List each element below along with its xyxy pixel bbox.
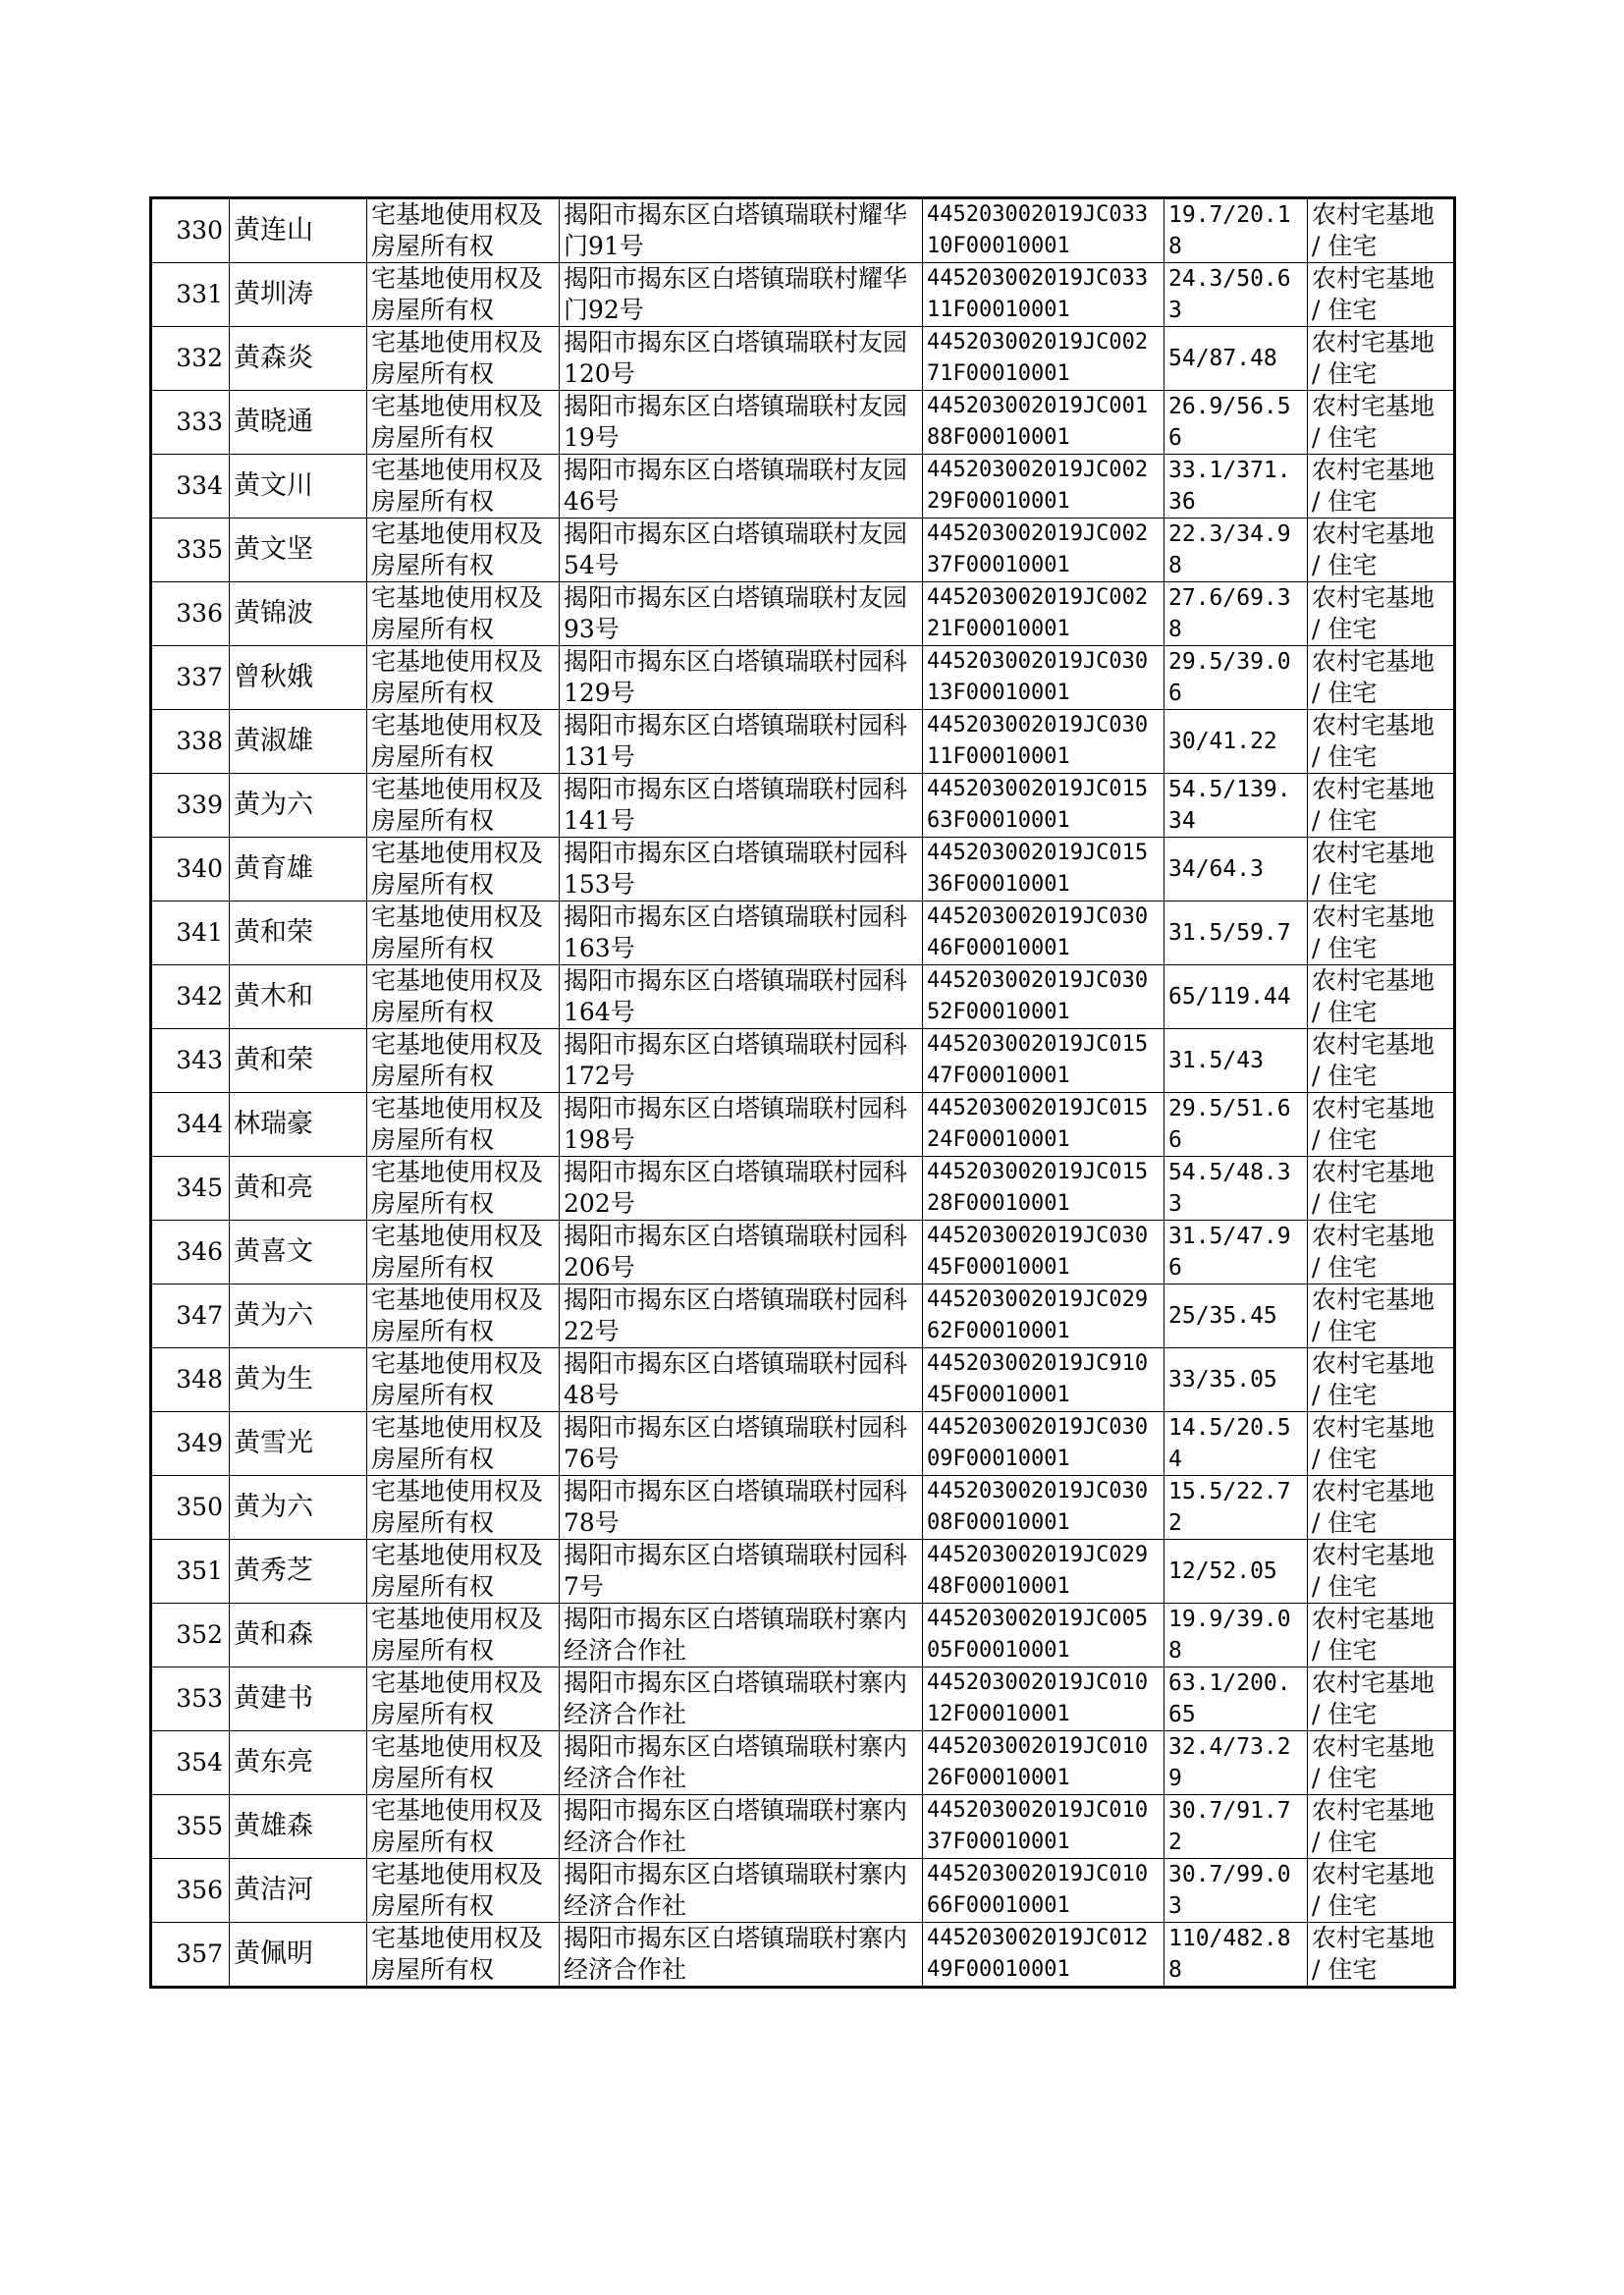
certificate-number: 445203002019JC00188F00010001 [923, 391, 1164, 455]
row-number: 344 [151, 1093, 230, 1157]
area-value: 15.5/22.72 [1164, 1476, 1308, 1540]
owner-name: 黄淑雄 [230, 710, 367, 774]
right-type: 宅基地使用权及房屋所有权 [367, 774, 560, 838]
property-address: 揭阳市揭东区白塔镇瑞联村园科153号 [560, 838, 923, 902]
property-address: 揭阳市揭东区白塔镇瑞联村寨内经济合作社 [560, 1859, 923, 1923]
area-value: 30.7/91.72 [1164, 1795, 1308, 1859]
right-type: 宅基地使用权及房屋所有权 [367, 1093, 560, 1157]
area-value: 29.5/39.06 [1164, 646, 1308, 710]
row-number: 331 [151, 263, 230, 327]
table-row [151, 646, 1455, 710]
certificate-number: 445203002019JC03045F00010001 [923, 1221, 1164, 1284]
property-address: 揭阳市揭东区白塔镇瑞联村友园93号 [560, 582, 923, 646]
certificate-number: 445203002019JC00229F00010001 [923, 455, 1164, 519]
right-type: 宅基地使用权及房屋所有权 [367, 1412, 560, 1476]
area-value: 30.7/99.03 [1164, 1859, 1308, 1923]
area-value: 65/119.44 [1164, 965, 1308, 1029]
owner-name: 黄和亮 [230, 1157, 367, 1221]
owner-name: 黄和森 [230, 1604, 367, 1667]
certificate-number: 445203002019JC00271F00010001 [923, 327, 1164, 391]
certificate-number: 445203002019JC03046F00010001 [923, 902, 1164, 965]
property-address: 揭阳市揭东区白塔镇瑞联村园科202号 [560, 1157, 923, 1221]
property-address: 揭阳市揭东区白塔镇瑞联村园科141号 [560, 774, 923, 838]
area-value: 12/52.05 [1164, 1540, 1308, 1604]
right-type: 宅基地使用权及房屋所有权 [367, 1284, 560, 1348]
owner-name: 黄秀芝 [230, 1540, 367, 1604]
land-use: 农村宅基地 / 住宅 [1308, 646, 1455, 710]
property-address: 揭阳市揭东区白塔镇瑞联村园科198号 [560, 1093, 923, 1157]
right-type: 宅基地使用权及房屋所有权 [367, 1348, 560, 1412]
land-use: 农村宅基地 / 住宅 [1308, 1540, 1455, 1604]
table-row [151, 1093, 1455, 1157]
property-address: 揭阳市揭东区白塔镇瑞联村园科129号 [560, 646, 923, 710]
land-use: 农村宅基地 / 住宅 [1308, 1476, 1455, 1540]
area-value: 14.5/20.54 [1164, 1412, 1308, 1476]
area-value: 25/35.45 [1164, 1284, 1308, 1348]
table-row [151, 582, 1455, 646]
table-row [151, 1221, 1455, 1284]
right-type: 宅基地使用权及房屋所有权 [367, 902, 560, 965]
land-use: 农村宅基地 / 住宅 [1308, 710, 1455, 774]
owner-name: 黄圳涛 [230, 263, 367, 327]
right-type: 宅基地使用权及房屋所有权 [367, 1029, 560, 1093]
land-use: 农村宅基地 / 住宅 [1308, 1859, 1455, 1923]
certificate-number: 445203002019JC01037F00010001 [923, 1795, 1164, 1859]
certificate-number: 445203002019JC02962F00010001 [923, 1284, 1164, 1348]
table-row [151, 965, 1455, 1029]
table-row [151, 838, 1455, 902]
row-number: 330 [151, 198, 230, 263]
row-number: 346 [151, 1221, 230, 1284]
certificate-number: 445203002019JC01536F00010001 [923, 838, 1164, 902]
table-row [151, 1923, 1455, 1988]
row-number: 354 [151, 1731, 230, 1795]
land-use: 农村宅基地 / 住宅 [1308, 1157, 1455, 1221]
certificate-number: 445203002019JC03008F00010001 [923, 1476, 1164, 1540]
right-type: 宅基地使用权及房屋所有权 [367, 1859, 560, 1923]
row-number: 343 [151, 1029, 230, 1093]
owner-name: 黄洁河 [230, 1859, 367, 1923]
land-use: 农村宅基地 / 住宅 [1308, 1221, 1455, 1284]
right-type: 宅基地使用权及房屋所有权 [367, 1540, 560, 1604]
land-use: 农村宅基地 / 住宅 [1308, 1412, 1455, 1476]
land-use: 农村宅基地 / 住宅 [1308, 1795, 1455, 1859]
right-type: 宅基地使用权及房屋所有权 [367, 582, 560, 646]
right-type: 宅基地使用权及房屋所有权 [367, 391, 560, 455]
certificate-number: 445203002019JC03011F00010001 [923, 710, 1164, 774]
owner-name: 黄佩明 [230, 1923, 367, 1988]
certificate-number: 445203002019JC01026F00010001 [923, 1731, 1164, 1795]
table-row [151, 1284, 1455, 1348]
certificate-number: 445203002019JC03009F00010001 [923, 1412, 1164, 1476]
row-number: 351 [151, 1540, 230, 1604]
property-address: 揭阳市揭东区白塔镇瑞联村寨内经济合作社 [560, 1667, 923, 1731]
land-use: 农村宅基地 / 住宅 [1308, 263, 1455, 327]
row-number: 341 [151, 902, 230, 965]
row-number: 336 [151, 582, 230, 646]
land-use: 农村宅基地 / 住宅 [1308, 1093, 1455, 1157]
register-table [149, 196, 1456, 1989]
area-value: 24.3/50.63 [1164, 263, 1308, 327]
area-value: 110/482.88 [1164, 1923, 1308, 1988]
table-row [151, 455, 1455, 519]
table-row [151, 327, 1455, 391]
area-value: 31.5/43 [1164, 1029, 1308, 1093]
land-use: 农村宅基地 / 住宅 [1308, 902, 1455, 965]
owner-name: 黄为六 [230, 774, 367, 838]
land-use: 农村宅基地 / 住宅 [1308, 1348, 1455, 1412]
area-value: 31.5/59.7 [1164, 902, 1308, 965]
owner-name: 黄雄森 [230, 1795, 367, 1859]
land-use: 农村宅基地 / 住宅 [1308, 1284, 1455, 1348]
certificate-number: 445203002019JC03311F00010001 [923, 263, 1164, 327]
area-value: 63.1/200.65 [1164, 1667, 1308, 1731]
row-number: 347 [151, 1284, 230, 1348]
table-row [151, 1029, 1455, 1093]
table-row [151, 710, 1455, 774]
table-row [151, 1667, 1455, 1731]
right-type: 宅基地使用权及房屋所有权 [367, 1157, 560, 1221]
owner-name: 黄和荣 [230, 902, 367, 965]
row-number: 353 [151, 1667, 230, 1731]
owner-name: 林瑞豪 [230, 1093, 367, 1157]
owner-name: 黄育雄 [230, 838, 367, 902]
property-address: 揭阳市揭东区白塔镇瑞联村园科164号 [560, 965, 923, 1029]
register-table-body [151, 198, 1455, 1988]
property-address: 揭阳市揭东区白塔镇瑞联村友园19号 [560, 391, 923, 455]
right-type: 宅基地使用权及房屋所有权 [367, 263, 560, 327]
owner-name: 黄和荣 [230, 1029, 367, 1093]
table-row [151, 1604, 1455, 1667]
land-use: 农村宅基地 / 住宅 [1308, 391, 1455, 455]
property-address: 揭阳市揭东区白塔镇瑞联村园科131号 [560, 710, 923, 774]
property-address: 揭阳市揭东区白塔镇瑞联村寨内经济合作社 [560, 1923, 923, 1988]
certificate-number: 445203002019JC01528F00010001 [923, 1157, 1164, 1221]
property-address: 揭阳市揭东区白塔镇瑞联村寨内经济合作社 [560, 1604, 923, 1667]
land-use: 农村宅基地 / 住宅 [1308, 1923, 1455, 1988]
land-use: 农村宅基地 / 住宅 [1308, 327, 1455, 391]
land-use: 农村宅基地 / 住宅 [1308, 838, 1455, 902]
area-value: 33/35.05 [1164, 1348, 1308, 1412]
right-type: 宅基地使用权及房屋所有权 [367, 710, 560, 774]
right-type: 宅基地使用权及房屋所有权 [367, 1795, 560, 1859]
property-address: 揭阳市揭东区白塔镇瑞联村园科7号 [560, 1540, 923, 1604]
property-address: 揭阳市揭东区白塔镇瑞联村寨内经济合作社 [560, 1795, 923, 1859]
right-type: 宅基地使用权及房屋所有权 [367, 1221, 560, 1284]
property-address: 揭阳市揭东区白塔镇瑞联村耀华门91号 [560, 198, 923, 263]
property-address: 揭阳市揭东区白塔镇瑞联村园科22号 [560, 1284, 923, 1348]
area-value: 33.1/371.36 [1164, 455, 1308, 519]
table-row [151, 519, 1455, 582]
certificate-number: 445203002019JC00237F00010001 [923, 519, 1164, 582]
owner-name: 黄东亮 [230, 1731, 367, 1795]
land-use: 农村宅基地 / 住宅 [1308, 1667, 1455, 1731]
certificate-number: 445203002019JC91045F00010001 [923, 1348, 1164, 1412]
certificate-number: 445203002019JC00505F00010001 [923, 1604, 1164, 1667]
table-row [151, 774, 1455, 838]
property-address: 揭阳市揭东区白塔镇瑞联村耀华门92号 [560, 263, 923, 327]
property-address: 揭阳市揭东区白塔镇瑞联村园科78号 [560, 1476, 923, 1540]
area-value: 19.9/39.08 [1164, 1604, 1308, 1667]
row-number: 348 [151, 1348, 230, 1412]
owner-name: 黄为生 [230, 1348, 367, 1412]
certificate-number: 445203002019JC01547F00010001 [923, 1029, 1164, 1093]
certificate-number: 445203002019JC01012F00010001 [923, 1667, 1164, 1731]
property-address: 揭阳市揭东区白塔镇瑞联村园科163号 [560, 902, 923, 965]
owner-name: 黄连山 [230, 198, 367, 263]
table-row [151, 902, 1455, 965]
area-value: 22.3/34.98 [1164, 519, 1308, 582]
row-number: 333 [151, 391, 230, 455]
land-use: 农村宅基地 / 住宅 [1308, 774, 1455, 838]
table-row [151, 391, 1455, 455]
area-value: 34/64.3 [1164, 838, 1308, 902]
table-row [151, 1540, 1455, 1604]
area-value: 27.6/69.38 [1164, 582, 1308, 646]
area-value: 32.4/73.29 [1164, 1731, 1308, 1795]
table-row [151, 1157, 1455, 1221]
area-value: 19.7/20.18 [1164, 198, 1308, 263]
row-number: 337 [151, 646, 230, 710]
land-use: 农村宅基地 / 住宅 [1308, 519, 1455, 582]
owner-name: 黄为六 [230, 1476, 367, 1540]
row-number: 356 [151, 1859, 230, 1923]
property-address: 揭阳市揭东区白塔镇瑞联村友园46号 [560, 455, 923, 519]
right-type: 宅基地使用权及房屋所有权 [367, 519, 560, 582]
land-use: 农村宅基地 / 住宅 [1308, 582, 1455, 646]
area-value: 31.5/47.96 [1164, 1221, 1308, 1284]
certificate-number: 445203002019JC02948F00010001 [923, 1540, 1164, 1604]
row-number: 332 [151, 327, 230, 391]
row-number: 357 [151, 1923, 230, 1988]
certificate-number: 445203002019JC03310F00010001 [923, 198, 1164, 263]
area-value: 30/41.22 [1164, 710, 1308, 774]
right-type: 宅基地使用权及房屋所有权 [367, 198, 560, 263]
table-row [151, 1795, 1455, 1859]
table-row [151, 1731, 1455, 1795]
table-row [151, 1859, 1455, 1923]
certificate-number: 445203002019JC01249F00010001 [923, 1923, 1164, 1988]
land-use: 农村宅基地 / 住宅 [1308, 198, 1455, 263]
table-row [151, 263, 1455, 327]
right-type: 宅基地使用权及房屋所有权 [367, 1604, 560, 1667]
right-type: 宅基地使用权及房屋所有权 [367, 1476, 560, 1540]
right-type: 宅基地使用权及房屋所有权 [367, 1667, 560, 1731]
table-row [151, 1348, 1455, 1412]
owner-name: 黄森炎 [230, 327, 367, 391]
owner-name: 黄锦波 [230, 582, 367, 646]
area-value: 29.5/51.66 [1164, 1093, 1308, 1157]
row-number: 350 [151, 1476, 230, 1540]
land-use: 农村宅基地 / 住宅 [1308, 1731, 1455, 1795]
certificate-number: 445203002019JC03052F00010001 [923, 965, 1164, 1029]
land-use: 农村宅基地 / 住宅 [1308, 1029, 1455, 1093]
row-number: 355 [151, 1795, 230, 1859]
owner-name: 黄雪光 [230, 1412, 367, 1476]
row-number: 349 [151, 1412, 230, 1476]
area-value: 54.5/48.33 [1164, 1157, 1308, 1221]
land-use: 农村宅基地 / 住宅 [1308, 965, 1455, 1029]
row-number: 342 [151, 965, 230, 1029]
owner-name: 黄为六 [230, 1284, 367, 1348]
property-address: 揭阳市揭东区白塔镇瑞联村园科206号 [560, 1221, 923, 1284]
land-use: 农村宅基地 / 住宅 [1308, 455, 1455, 519]
property-address: 揭阳市揭东区白塔镇瑞联村友园120号 [560, 327, 923, 391]
row-number: 345 [151, 1157, 230, 1221]
owner-name: 黄喜文 [230, 1221, 367, 1284]
area-value: 54/87.48 [1164, 327, 1308, 391]
table-row [151, 1412, 1455, 1476]
row-number: 335 [151, 519, 230, 582]
right-type: 宅基地使用权及房屋所有权 [367, 965, 560, 1029]
owner-name: 黄晓通 [230, 391, 367, 455]
property-address: 揭阳市揭东区白塔镇瑞联村园科76号 [560, 1412, 923, 1476]
row-number: 340 [151, 838, 230, 902]
property-address: 揭阳市揭东区白塔镇瑞联村园科172号 [560, 1029, 923, 1093]
property-address: 揭阳市揭东区白塔镇瑞联村园科48号 [560, 1348, 923, 1412]
certificate-number: 445203002019JC01066F00010001 [923, 1859, 1164, 1923]
right-type: 宅基地使用权及房屋所有权 [367, 646, 560, 710]
area-value: 26.9/56.56 [1164, 391, 1308, 455]
right-type: 宅基地使用权及房屋所有权 [367, 1731, 560, 1795]
right-type: 宅基地使用权及房屋所有权 [367, 1923, 560, 1988]
owner-name: 黄建书 [230, 1667, 367, 1731]
row-number: 334 [151, 455, 230, 519]
owner-name: 黄木和 [230, 965, 367, 1029]
row-number: 339 [151, 774, 230, 838]
area-value: 54.5/139.34 [1164, 774, 1308, 838]
property-address: 揭阳市揭东区白塔镇瑞联村寨内经济合作社 [560, 1731, 923, 1795]
row-number: 338 [151, 710, 230, 774]
table-row [151, 198, 1455, 263]
owner-name: 曾秋娥 [230, 646, 367, 710]
right-type: 宅基地使用权及房屋所有权 [367, 838, 560, 902]
land-use: 农村宅基地 / 住宅 [1308, 1604, 1455, 1667]
right-type: 宅基地使用权及房屋所有权 [367, 327, 560, 391]
certificate-number: 445203002019JC00221F00010001 [923, 582, 1164, 646]
right-type: 宅基地使用权及房屋所有权 [367, 455, 560, 519]
owner-name: 黄文川 [230, 455, 367, 519]
owner-name: 黄文坚 [230, 519, 367, 582]
certificate-number: 445203002019JC03013F00010001 [923, 646, 1164, 710]
row-number: 352 [151, 1604, 230, 1667]
certificate-number: 445203002019JC01563F00010001 [923, 774, 1164, 838]
table-row [151, 1476, 1455, 1540]
property-address: 揭阳市揭东区白塔镇瑞联村友园54号 [560, 519, 923, 582]
certificate-number: 445203002019JC01524F00010001 [923, 1093, 1164, 1157]
